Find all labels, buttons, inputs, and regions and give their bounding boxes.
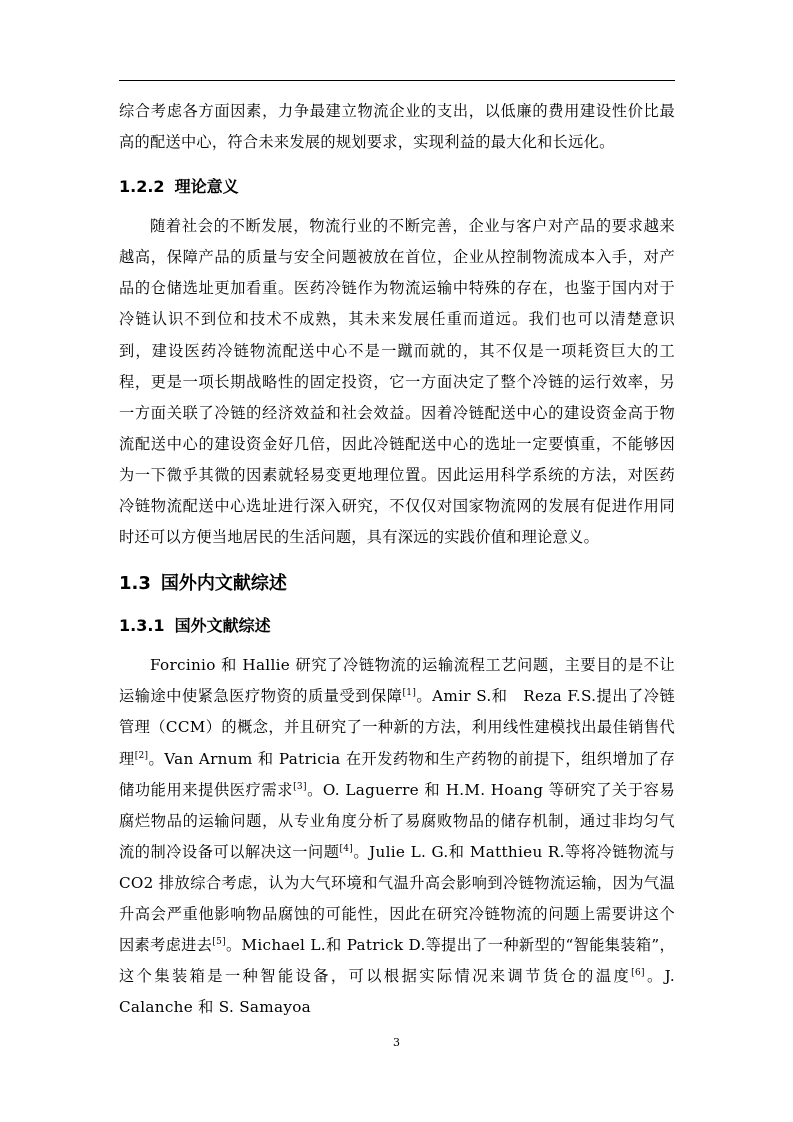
section-number: 1.2.2 [119,177,165,197]
citation: [1] [402,688,417,699]
text-segment: Forcinio 和 Hallie 研究了冷链物流的运输流程工艺问题，主要目的是不让运输途中使紧急医疗物资的质量受到保障 [119,656,675,706]
page-number: 3 [393,1036,400,1049]
citation: [6] [631,968,645,979]
citation: [3] [293,781,307,792]
foreign-literature-paragraph [119,650,691,1023]
text-segment: 。Michael L.和 Patrick D.等提出了一种新型的“智能集装箱”，这个集装箱是一种智能设备，可以根据实际情况来调节货仓的温度 [119,936,675,986]
header-rule [119,80,675,81]
section-heading-1-2-2 [119,175,675,199]
citation: [2] [134,750,149,761]
section-number: 1.3.1 [119,616,165,636]
text-segment: 。O. Laguerre 和 H.M. Hoang 等研究了关于容易腐烂物品的运输问题，从专业角度分析了易腐败物品的储存机制，通过非均匀气流的制冷设备可以解决这一问题 [119,780,675,861]
text-segment: 。Julie L. G.和 Matthieu R.等将冷链物流与 CO2 排放综合考虑，认为大气环境和气温升高会影响到冷链物流运输，因为气温升高会严重他影响物品腐蚀的可能性，因此在研究冷链物流的问题上需要讲这个因素考虑进去 [119,842,691,955]
section-heading-1-3-1 [119,614,675,638]
section-title: 国外内文献综述 [160,573,287,595]
citation: [4] [339,843,354,854]
text-segment: 。J. Calanche 和 S. Samayoa [119,967,675,1017]
section-title: 理论意义 [174,177,239,197]
text-segment: 。Van Arnum 和 Patricia 在开发药物和生产药物的前提下，组织增加了存储功能用来提供医疗需求 [119,749,675,799]
citation: [5] [212,937,226,948]
continued-paragraph: 综合考虑各方面因素，力争最建立物流企业的支出，以低廉的费用建设性价比最高的配送中心，符合未来发展的规划要求，实现利益的最大化和长远化。 [119,102,675,152]
text-segment: 。Amir S.和 Reza F.S.提出了冷链管理（CCM）的概念，并且研究了一种新的方法，利用线性建模找出最佳销售代理 [119,687,675,768]
theory-significance-paragraph: 随着社会的不断发展，物流行业的不断完善，企业与客户对产品的要求越来越高，保障产品的质量与安全问题被放在首位，企业从控制物流成本入手，对产品的仓储选址更加看重。医药冷链作为物流运输中特殊的存在，也鉴于国内对于冷链认识不到位和技术不成熟，其未来发展任重而道远。我们也可以清楚意识到，建设医药冷链物流配送中心不是一蹴而就的，其不仅是一项耗资巨大的工程，更是一项长期战略性的固定投资，它一方面决定了整个冷链的运行效率，另一方面关联了冷链的经济效益和社会效益。因着冷链配送中心的建设资金高于物流配送中心的建设资金好几倍，因此冷链配送中心的选址一定要慎重，不能够因为一下微乎其微的因素就轻易变更地理位置。因此运用科学系统的方法，对医药冷链物流配送中心选址进行深入研究，不仅仅对国家物流网的发展有促进作用同时还可以方便当地居民的生活问题，具有深远的实践价值和理论意义。 [119,217,675,547]
section-number: 1.3 [119,573,151,595]
section-title: 国外文献综述 [174,616,271,636]
section-heading-1-3 [119,571,675,597]
page-body [119,96,691,1023]
